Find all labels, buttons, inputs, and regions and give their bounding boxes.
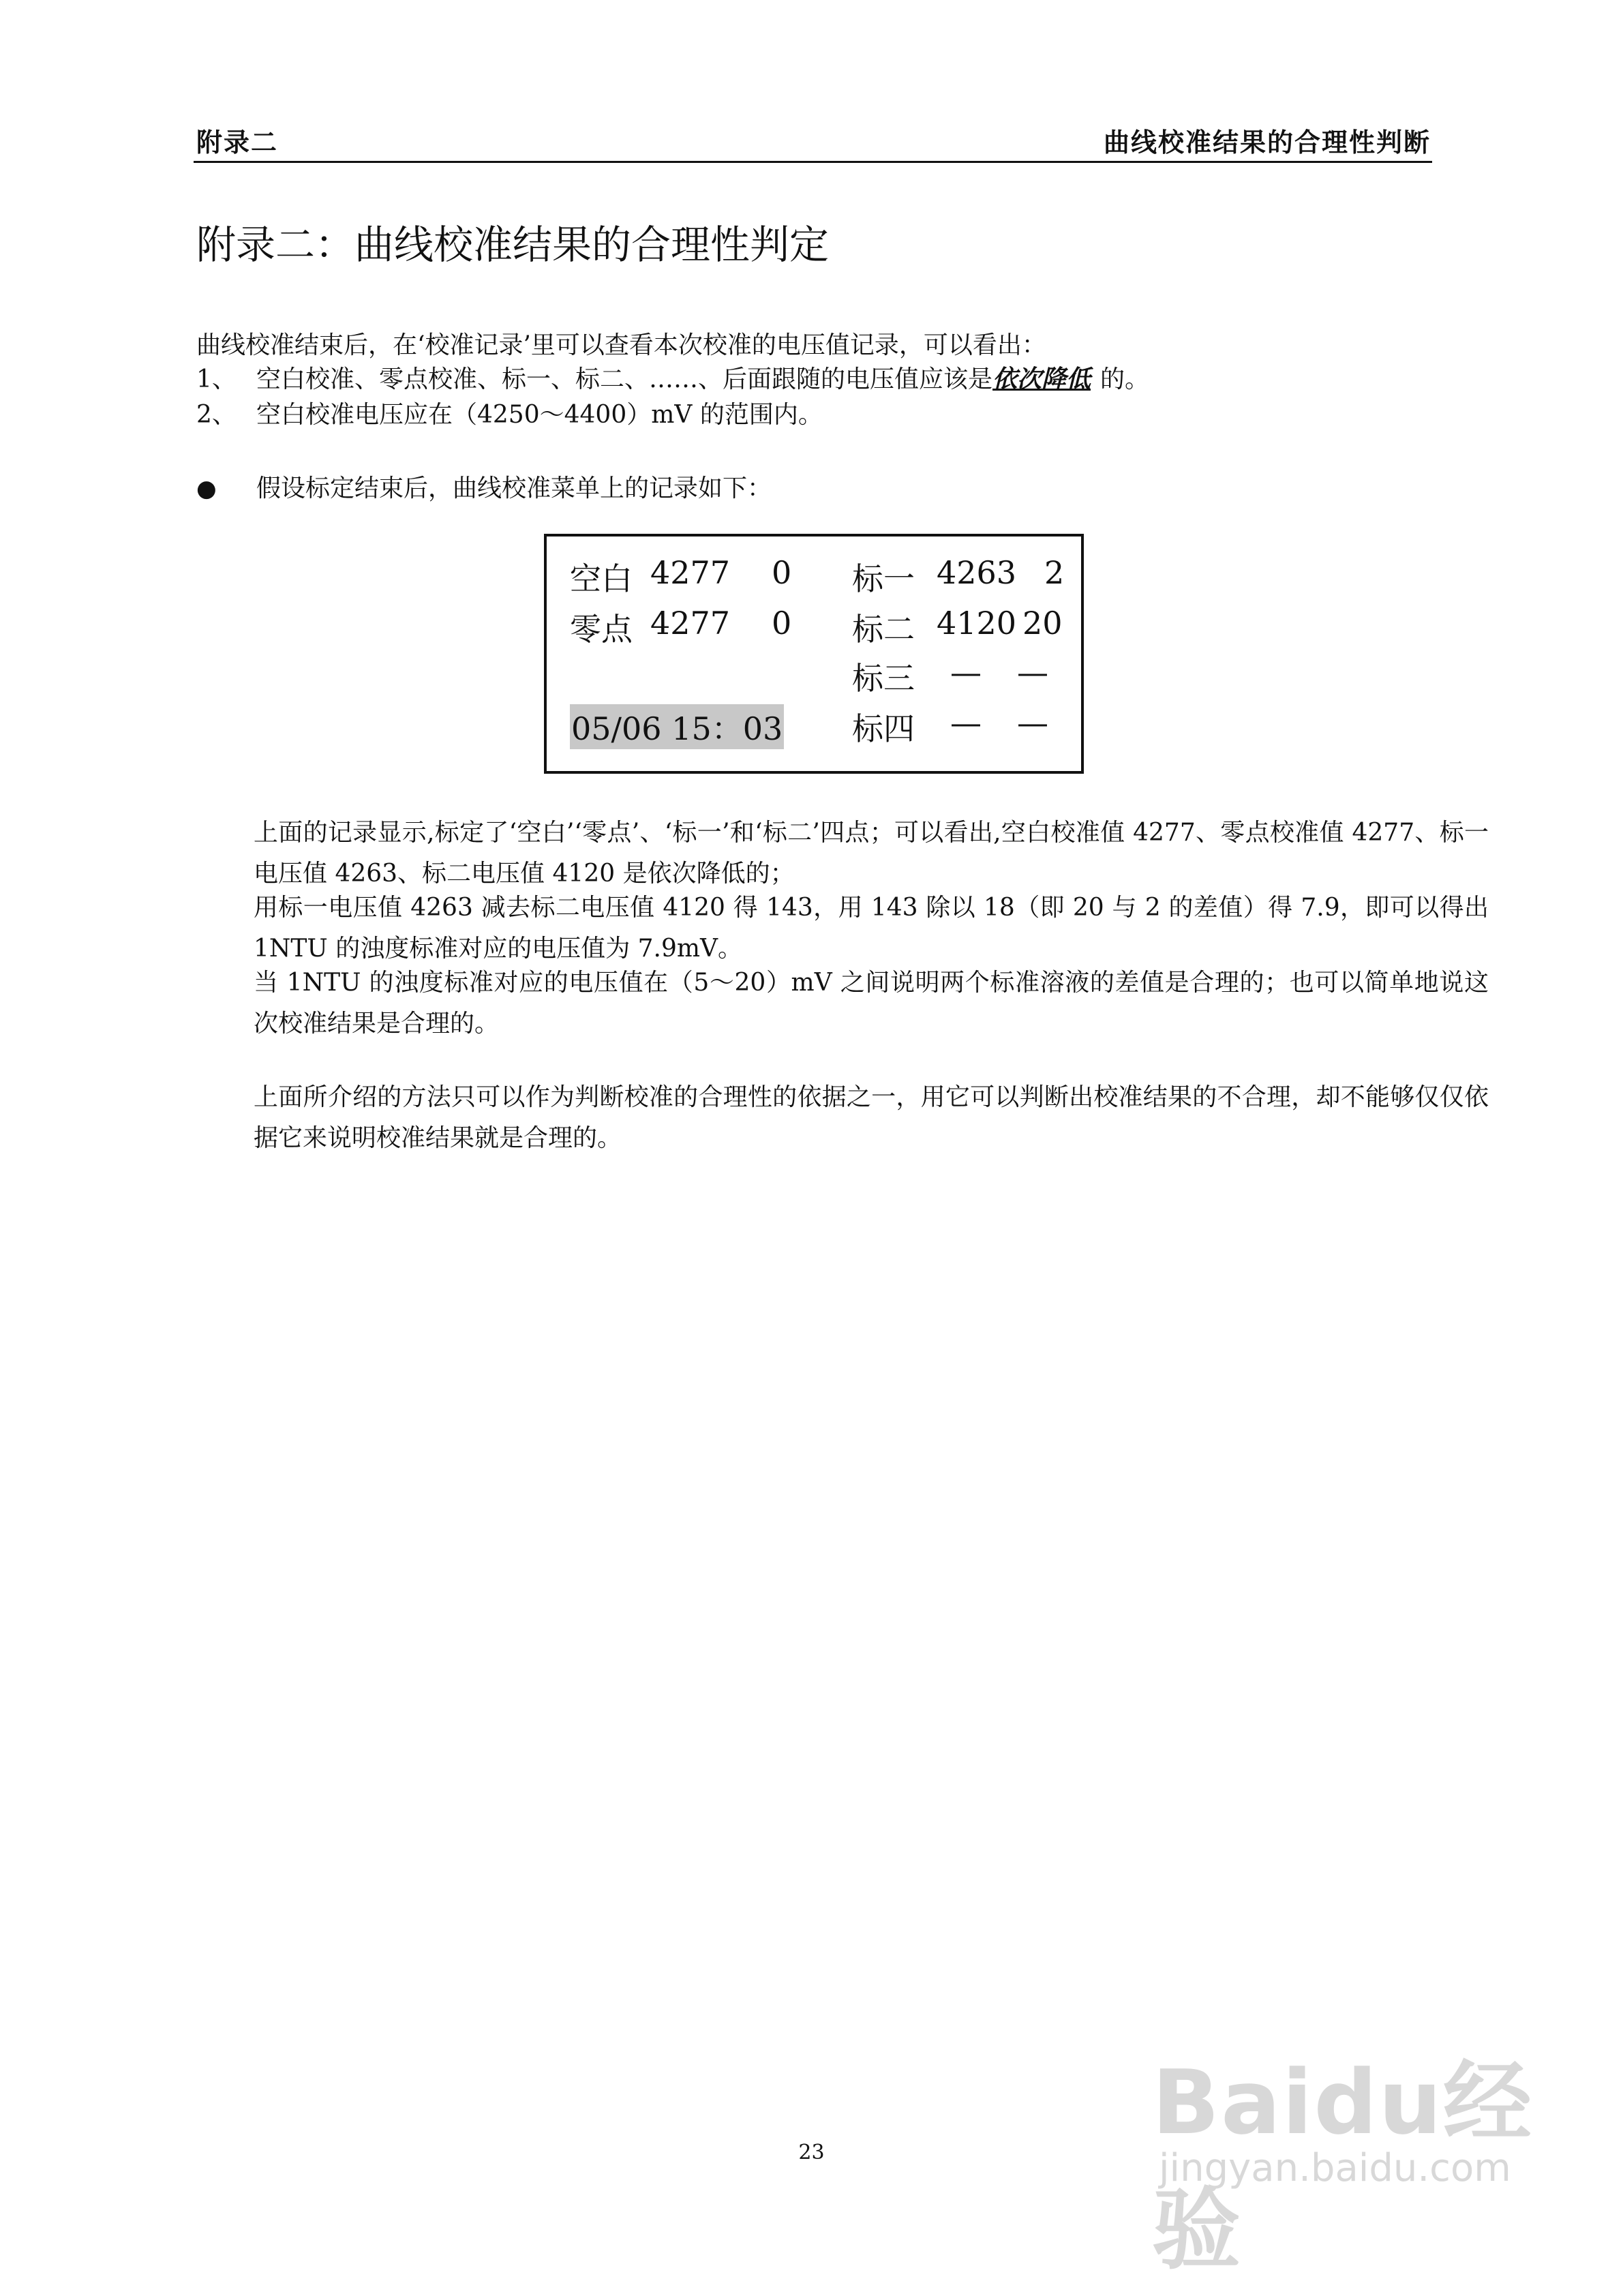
std3-label: 标三 — [852, 660, 915, 697]
std4-offset: — — [1017, 704, 1048, 741]
std2-label: 标二 — [852, 611, 915, 648]
calibration-record-panel — [544, 534, 1084, 774]
list-item-2 — [196, 395, 823, 430]
std1-value: 4263 — [937, 554, 1017, 591]
blank-value: 4277 — [650, 554, 731, 591]
watermark-url: jingyan.baidu.com — [1159, 2146, 1511, 2190]
watermark-brand: Baidu经验 — [1152, 2051, 1533, 2282]
std4-label: 标四 — [852, 710, 915, 747]
list-text-end: 的。 — [1100, 365, 1150, 393]
bullet-text: 假设标定结束后，曲线校准菜单上的记录如下： — [256, 474, 772, 502]
std1-label: 标一 — [852, 560, 915, 597]
header-divider — [194, 161, 1432, 163]
header-left: 附录二 — [196, 127, 279, 157]
zero-value: 4277 — [650, 605, 731, 641]
header-right: 曲线校准结果的合理性判断 — [1103, 127, 1431, 157]
page-number: 23 — [798, 2141, 825, 2164]
std1-offset: 2 — [1044, 554, 1065, 591]
zero-label: 零点 — [570, 611, 633, 648]
baidu-watermark — [1152, 2031, 1534, 2282]
std4-value: — — [950, 704, 982, 741]
paragraph-3: 当 1NTU 的浊度标准对应的电压值在（5～20）mV 之间说明两个标准溶液的差值是合理的；也可以简单地说这次校准结果是合理的。 — [254, 969, 1489, 1038]
paragraph-4: 上面所介绍的方法只可以作为判断校准的合理性的依据之一，用它可以判断出校准结果的不合理，却不能够仅仅依据它来说明校准结果就是合理的。 — [254, 1083, 1489, 1152]
std3-offset: — — [1017, 654, 1048, 691]
blank-label: 空白 — [570, 560, 633, 597]
zero-offset: 0 — [772, 605, 792, 641]
blank-offset: 0 — [772, 554, 792, 591]
list-text: 空白校准、零点校准、标一、标二、……、后面跟随的电压值应该是 — [256, 365, 993, 393]
std2-offset: 20 — [1022, 605, 1063, 641]
calibration-datetime: 05/06 15：03 — [570, 704, 784, 749]
list-number: 2、 — [196, 401, 237, 429]
intro-text: 曲线校准结束后，在‘校准记录’里可以查看本次校准的电压值记录，可以看出： — [196, 331, 1046, 359]
filled-circle-icon: ● — [196, 475, 217, 502]
page-title: 附录二：曲线校准结果的合理性判定 — [196, 222, 830, 268]
bullet-item — [196, 469, 772, 504]
std2-value: 4120 — [937, 605, 1017, 641]
paragraph-2: 用标一电压值 4263 减去标二电压值 4120 得 143，用 143 除以 18（即 20 与 2 的差值）得 7.9，即可以得出 1NTU 的浊度标准对应的电压值为 7.9mV。 — [254, 894, 1489, 963]
list-text: 空白校准电压应在（4250～4400）mV 的范围内。 — [256, 401, 823, 429]
paragraph-1: 上面的记录显示,标定了‘空白’‘零点’、‘标一’和‘标二’四点；可以看出,空白校准值 4277、零点校准值 4277、标一电压值 4263、标二电压值 4120 是依次降低的； — [254, 819, 1489, 888]
std3-value: — — [950, 654, 982, 691]
list-number: 1、 — [196, 365, 237, 393]
emphasis-text: 依次降低 — [992, 365, 1091, 393]
list-item-1 — [196, 360, 1149, 395]
